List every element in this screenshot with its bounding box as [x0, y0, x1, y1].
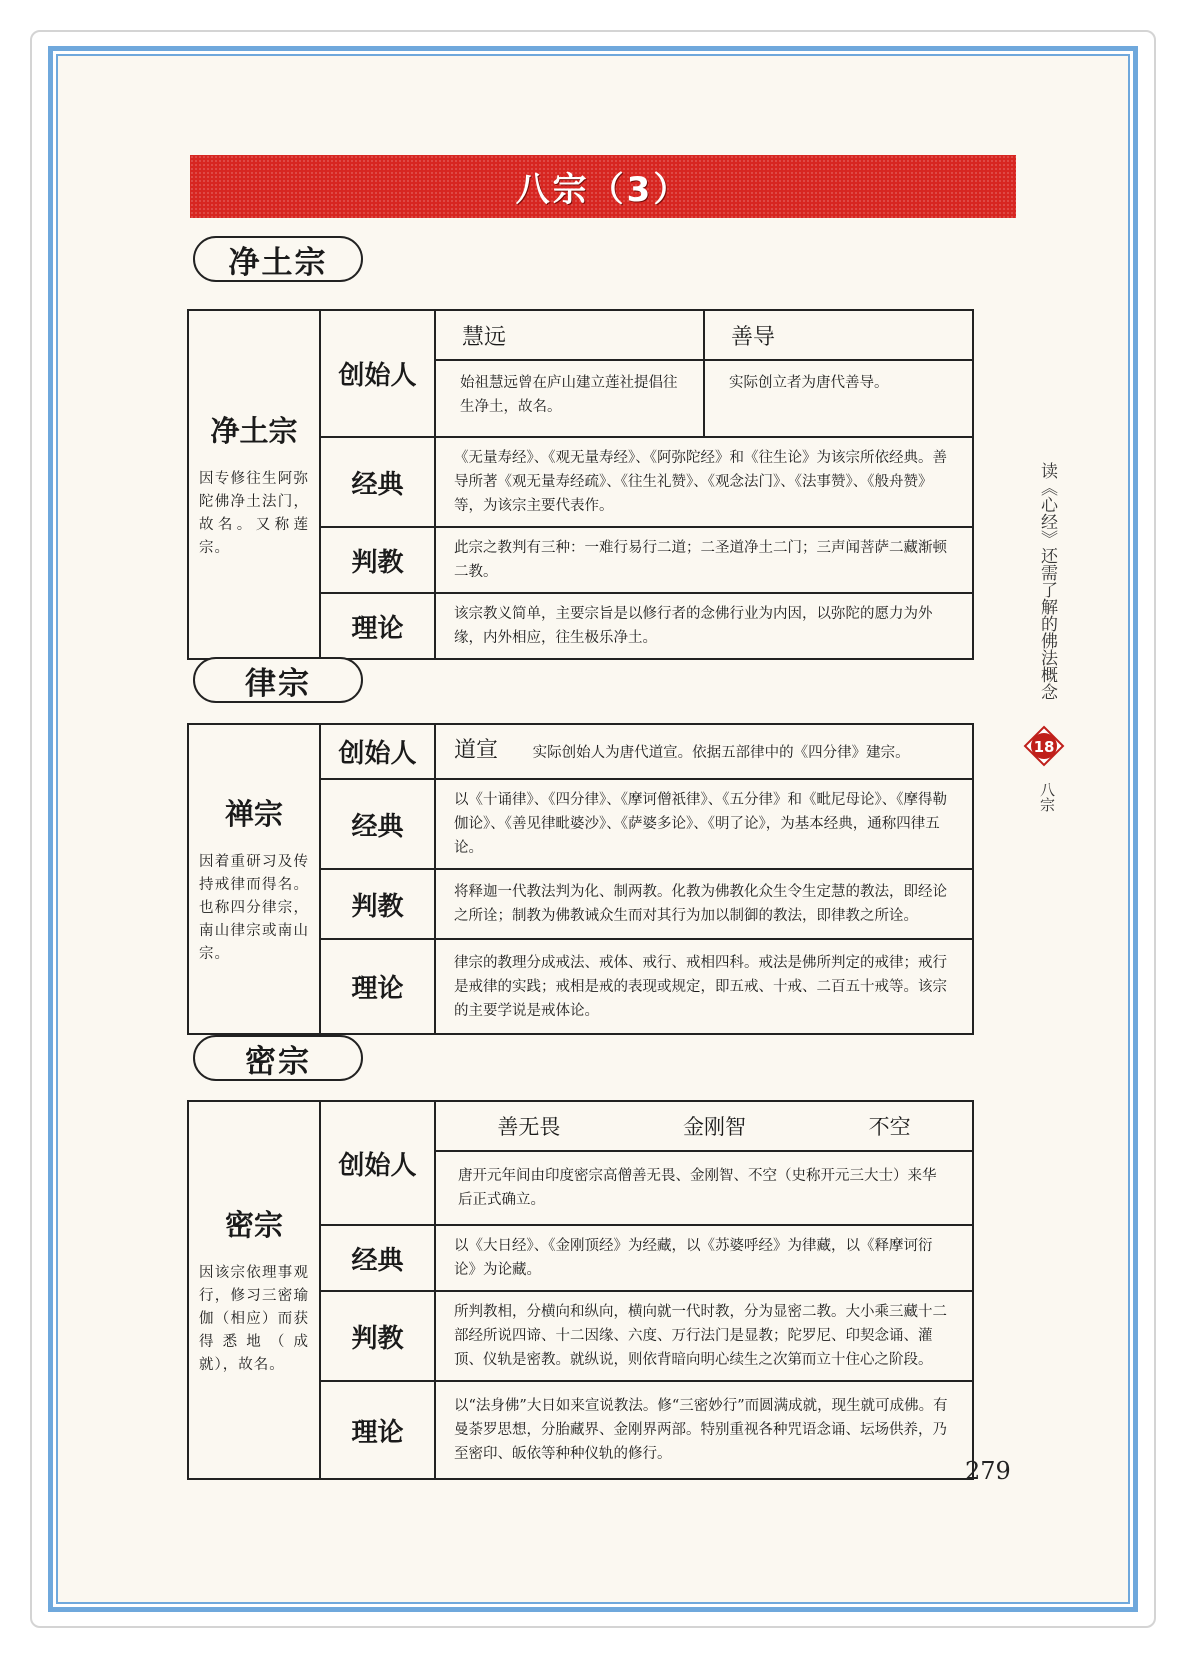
chapter-label — [1036, 782, 1058, 817]
section-tag-label: 律宗 — [245, 665, 311, 702]
school-name: 净土宗 — [210, 414, 298, 448]
label-classics: 经典 — [320, 779, 435, 869]
label-founder: 创始人 — [320, 1101, 435, 1225]
judgment-text: 此宗之教判有三种：一难行易行二道；二圣道净土二门；三声闻菩萨二藏渐顿二教。 — [435, 527, 973, 593]
theory-text: 律宗的教理分成戒法、戒体、戒行、戒相四科。戒法是佛所判定的戒律；戒行是戒律的实践；戒相是戒的表现或规定，即五戒、十戒、二百五十戒等。该宗的主要学说是戒体论。 — [435, 939, 973, 1034]
chapter-label-text: 八宗 — [1038, 782, 1056, 812]
founder-name: 善导 — [705, 311, 972, 361]
founder-b — [703, 311, 972, 436]
founder-description: 实际创始人为唐代道宣。依据五部律中的《四分律》建宗。 — [532, 744, 910, 761]
school-name: 禅宗 — [224, 797, 283, 831]
page-number: 279 — [965, 1457, 1011, 1485]
section-tag-jingtu — [193, 236, 363, 282]
founder-description: 实际创立者为唐代善导。 — [729, 375, 889, 391]
label-theory: 理论 — [320, 939, 435, 1034]
school-description: 因该宗依理事观行，修习三密瑜伽（相应）而获得悉地（成就），故名。 — [199, 1265, 309, 1373]
label-classics: 经典 — [320, 1225, 435, 1291]
founder-name: 善无畏 — [497, 1115, 561, 1139]
section-tag-mi — [193, 1035, 363, 1081]
school-cell — [188, 1101, 320, 1479]
classics-text: 《无量寿经》、《观无量寿经》、《阿弥陀经》和《往生论》为该宗所依经典。善导所著《观无量寿经疏》、《往生礼赞》、《观念法门》、《法事赞》、《般舟赞》等，为该宗主要代表作。 — [435, 437, 973, 527]
theory-text: 以“法身佛”大日如来宣说教法。修“三密妙行”而圆满成就，现生就可成佛。有曼荼罗思想，分胎藏界、金刚界两部。特别重视各种咒语念诵、坛场供养，乃至密印、皈依等种种仪轨的修行。 — [435, 1381, 973, 1479]
school-cell — [188, 724, 320, 1034]
label-judgment: 判教 — [320, 527, 435, 593]
label-judgment: 判教 — [320, 1291, 435, 1381]
title-banner — [190, 155, 1016, 218]
founder-a — [436, 311, 703, 436]
side-title-text: 读《心经》还需了解的佛法概念 — [1037, 462, 1057, 700]
table-jingtu — [187, 309, 974, 660]
founder-description: 始祖慧远曾在庐山建立莲社提倡往生净土，故名。 — [460, 375, 678, 415]
label-classics: 经典 — [320, 437, 435, 527]
section-tag-label: 密宗 — [245, 1043, 311, 1080]
judgment-text: 将释迦一代教法判为化、制两教。化教为佛教化众生令生定慧的教法，即经论之所诠；制教为佛教诫众生而对其行为加以制御的教法，即律教之所诠。 — [435, 869, 973, 939]
founder-name: 慧远 — [436, 311, 703, 361]
founder-cell — [435, 724, 973, 779]
section-tag-lv — [193, 657, 363, 703]
chapter-number: 18 — [1033, 738, 1055, 756]
school-description: 因着重研习及传持戒律而得名。也称四分律宗，南山律宗或南山宗。 — [199, 854, 309, 962]
table-lv — [187, 723, 974, 1035]
school-name: 密宗 — [224, 1208, 283, 1242]
founder-cell — [435, 1101, 973, 1225]
founder-description: 唐开元年间由印度密宗高僧善无畏、金刚智、不空（史称开元三大士）来华后正式确立。 — [458, 1168, 937, 1208]
side-running-title — [1032, 462, 1062, 706]
chapter-badge — [1023, 725, 1065, 767]
classics-text: 以《十诵律》、《四分律》、《摩诃僧祇律》、《五分律》和《毗尼母论》、《摩得勒伽论》、《善见律毗婆沙》、《萨婆多论》、《明了论》，为基本经典，通称四律五论。 — [435, 779, 973, 869]
classics-text: 以《大日经》、《金刚顶经》为经藏，以《苏婆呼经》为律藏，以《释摩诃衍论》为论藏。 — [435, 1225, 973, 1291]
judgment-text: 所判教相，分横向和纵向，横向就一代时教，分为显密二教。大小乘三藏十二部经所说四谛、十二因缘、六度、万行法门是显教；陀罗尼、印契念诵、灌顶、仪轨是密教。就纵说，则依背暗向明心续生之次第而立十住心之阶段。 — [435, 1291, 973, 1381]
founder-name: 道宣 — [454, 737, 499, 763]
founder-cell — [435, 310, 973, 437]
label-founder: 创始人 — [320, 724, 435, 779]
founder-name: 不空 — [868, 1115, 911, 1139]
founder-names-row — [436, 1102, 972, 1152]
page-title: 八宗（3） — [515, 170, 691, 210]
label-theory: 理论 — [320, 593, 435, 659]
founder-name: 金刚智 — [682, 1115, 746, 1139]
school-cell — [188, 310, 320, 659]
school-description: 因专修往生阿弥陀佛净土法门，故名。又称莲宗。 — [199, 471, 309, 556]
theory-text: 该宗教义简单，主要宗旨是以修行者的念佛行业为内因，以弥陀的愿力为外缘，内外相应，往生极乐净土。 — [435, 593, 973, 659]
section-tag-label: 净土宗 — [228, 244, 328, 281]
table-mi — [187, 1100, 974, 1480]
label-founder: 创始人 — [320, 310, 435, 437]
label-theory: 理论 — [320, 1381, 435, 1479]
label-judgment: 判教 — [320, 869, 435, 939]
